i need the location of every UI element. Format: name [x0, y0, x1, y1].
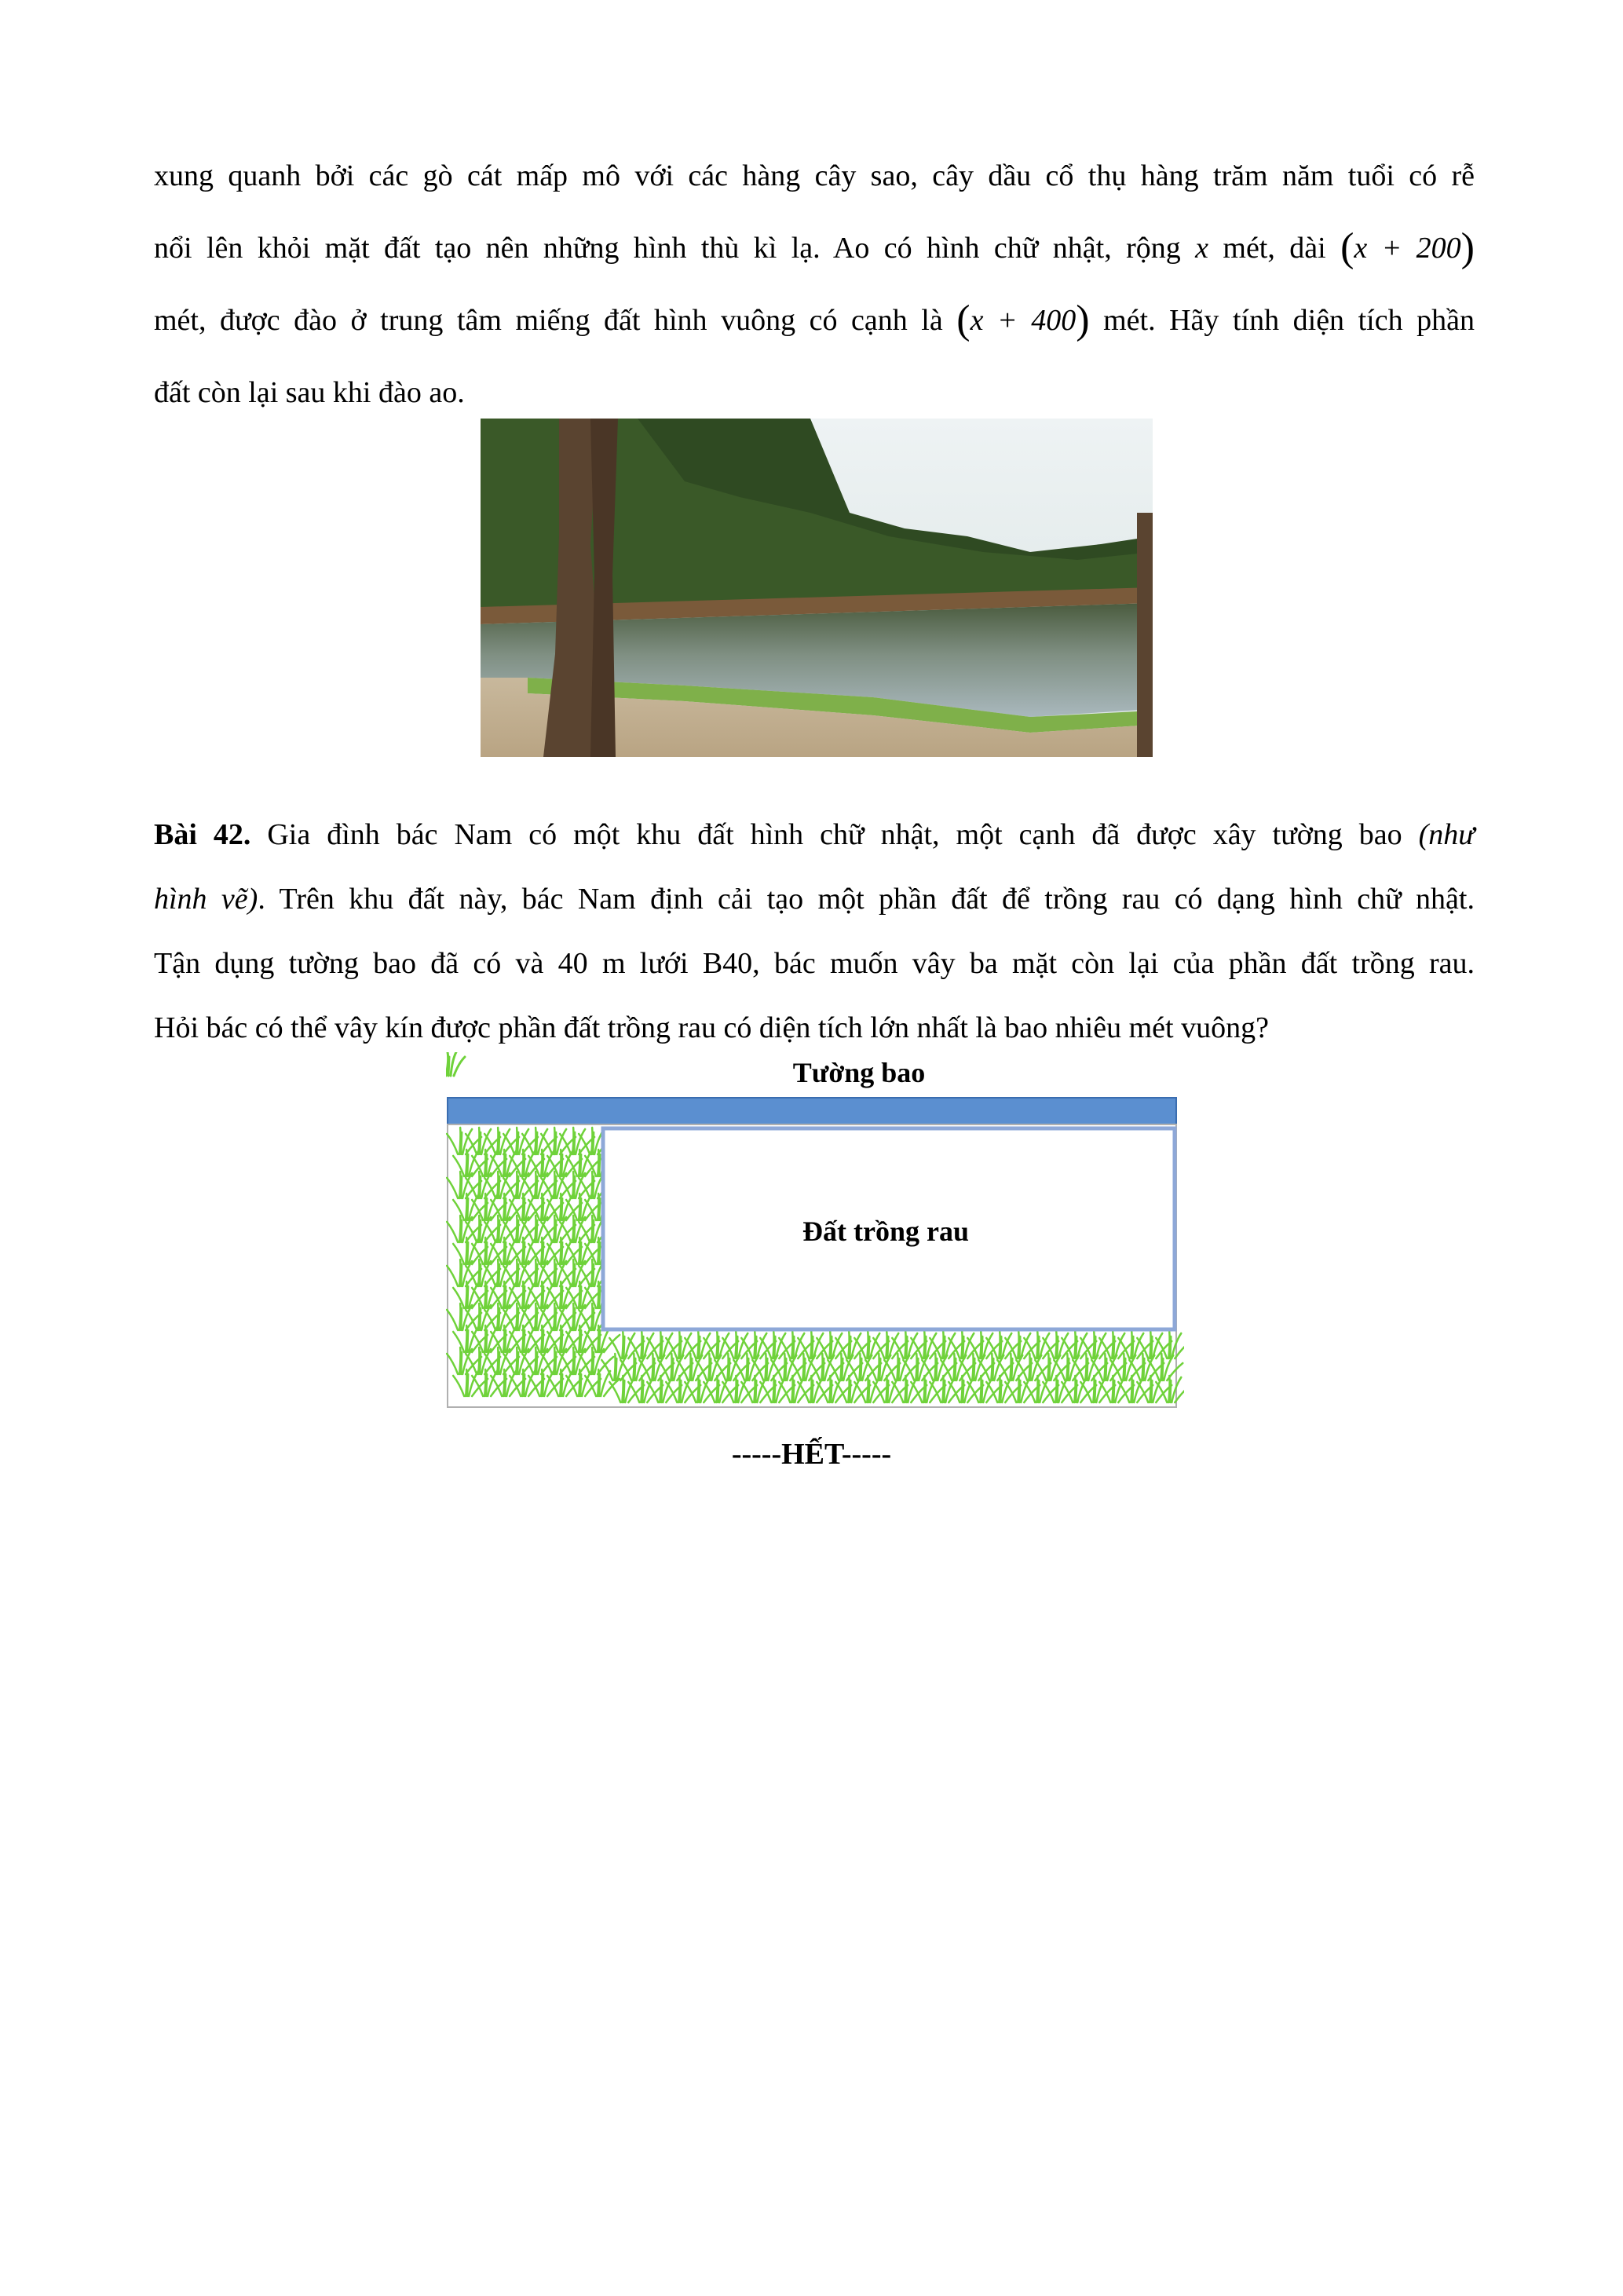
square-side-expression: x + 400	[970, 304, 1077, 337]
garden-diagram	[446, 1052, 1184, 1421]
intro-line-2: nổi lên khỏi mặt đất tạo nên những hình thù kì lạ. Ao có hình chữ nhật, rộng x mét, dài (x + 200)	[154, 225, 1475, 270]
fence-length: 40 m	[557, 947, 626, 980]
grass-area	[446, 1052, 465, 1076]
end-mark: -----HẾT-----	[731, 1438, 892, 1471]
problem-42-line-4: Hỏi bác có thể vây kín được phần đất trồng rau có diện tích lớn nhất là bao nhiêu mét vuông?	[154, 1011, 1269, 1044]
intro-paragraph	[154, 140, 1475, 429]
problem-label: Bài 42.	[154, 818, 251, 851]
wall-bar	[448, 1098, 1176, 1124]
intro-line-1: xung quanh bởi các gò cát mấp mô với các hàng cây sao, cây dầu cổ thụ hàng trăm năm tuổi có rễ	[154, 159, 1475, 192]
problem-42-paragraph	[154, 803, 1475, 1060]
pond-photo	[481, 419, 1153, 757]
variable-x: x	[1195, 232, 1208, 265]
problem-42-line-1: Bài 42. Gia đình bác Nam có một khu đất hình chữ nhật, một cạnh đã được xây tường bao (như	[154, 818, 1475, 851]
garden-diagram-svg	[446, 1052, 1184, 1421]
plot-label: Đất trồng rau	[802, 1216, 969, 1247]
problem-42-line-2: hình vẽ). Trên khu đất này, bác Nam định cải tạo một phần đất để trồng rau có dạng hình chữ nhật.	[154, 883, 1475, 916]
intro-line-4: đất còn lại sau khi đào ao.	[154, 376, 465, 409]
pond-length-expression: x + 200	[1354, 232, 1461, 265]
pond-photo-image	[481, 419, 1153, 757]
problem-42-line-3: Tận dụng tường bao đã có và 40 m lưới B40, bác muốn vây ba mặt còn lại của phần đất trồng rau.	[154, 947, 1475, 980]
wall-label: Tường bao	[792, 1057, 926, 1088]
intro-line-3: mét, được đào ở trung tâm miếng đất hình vuông có cạnh là (x + 400) mét. Hãy tính diện tích phần	[154, 298, 1475, 342]
